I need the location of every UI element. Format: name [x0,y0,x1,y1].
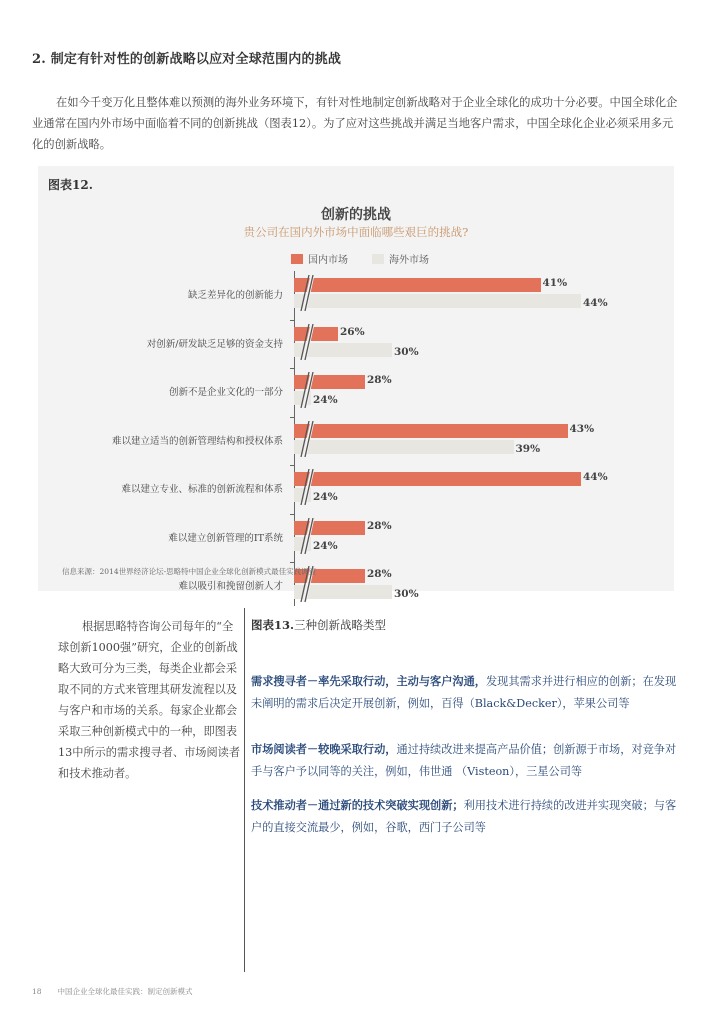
column-divider [244,608,245,972]
section-heading: 2. 制定有针对性的创新战略以应对全球范围内的挑战 [32,52,342,67]
page-footer [32,986,193,997]
footer-text: 中国企业全球化最佳实践：制定创新模式 [57,987,193,996]
figure-12 [38,166,674,600]
bar-value-label: 44% [583,471,608,483]
figure-source: 信息来源：2014世界经济论坛-思略特中国企业全球化创新模式最佳实践调查 [62,567,317,576]
strategy-desc: 通过持续改进来提高产品价值；创新源于市场，对竞争对手与客户予以同等的关注，例如，伟世通 （Visteon），三星公司等 [251,743,677,778]
strategy-market-reader [251,738,681,783]
bar-value-label: 30% [394,345,419,358]
bar-value-label: 24% [313,394,338,406]
bar-domestic [294,472,581,486]
bar-value-label: 39% [515,442,541,455]
intro-paragraph: 在如今千变万化且整体难以预测的海外业务环境下，有针对性地制定创新战略对于企业全球化的成功十分必要。中国全球化企业通常在国内外市场中面临着不同的创新挑战（图表12）。为了应对这些挑战并满足当地客户需求，中国全球化企业必须采用多元化的创新战略。 [32,96,678,151]
category-label: 难以吸引和挽留创新人才 [178,581,283,592]
page-number: 18 [32,987,42,996]
bar-value-label: 26% [340,325,365,338]
body-paragraph: 根据思略特咨询公司每年的“全球创新1000强”研究，企业的创新战略大致可分为三类，每类企业都会采取不同的方式来管理其研发流程以及与客户和市场的关系。每家企业都会采取三种创新模式中的一种，即图表13中所示的需求搜寻者、市场阅读者和技术推动者。 [58,620,241,780]
figure-13-caption: 三种创新战略类型 [294,618,387,632]
bar-value-label: 44% [583,297,608,309]
axis-tick [290,368,295,369]
axis-break-icon [297,372,317,408]
bar-overseas [294,294,581,308]
axis-tick [290,514,295,515]
axis-tick [290,465,295,466]
axis-tick [290,562,295,563]
category-label: 创新不是企业文化的一部分 [168,387,283,398]
legend-label: 海外市场 [389,255,429,266]
legend-swatch-overseas [372,254,384,264]
strategy-technology-driver [251,794,681,839]
strategy-lead: 需求搜寻者－率先采取行动，主动与客户沟通， [251,674,486,688]
legend-label: 国内市场 [308,255,348,266]
axis-tick [290,417,295,418]
axis-tick [290,320,295,321]
bar-overseas [294,440,514,454]
strategy-lead: 市场阅读者－较晚采取行动， [251,742,397,756]
category-label: 对创新/研发缺乏足够的资金支持 [146,338,283,350]
axis-break-icon [297,275,317,311]
category-label: 缺乏差异化的创新能力 [187,290,283,301]
category-label: 难以建立适当的创新管理结构和授权体系 [111,435,283,447]
bar-domestic [294,424,568,438]
legend-item-overseas [372,251,429,266]
bar-value-label: 24% [313,539,338,552]
chart-legend [291,251,453,266]
bar-value-label: 30% [394,588,419,600]
legend-item-domestic [291,251,348,266]
category-label: 难以建立创新管理的IT系统 [168,532,283,544]
bar-value-label: 41% [542,277,568,289]
axis-break-icon [297,518,317,554]
figure-12-label: 图表12. [48,178,93,192]
chart-axis [294,271,295,606]
chart-subtitle: 贵公司在国内外市场中面临哪些艰巨的挑战? [243,225,469,239]
bar-value-label: 43% [569,422,595,435]
bar-domestic [294,278,541,292]
chart-title: 创新的挑战 [321,207,391,223]
figure-13-title [251,617,386,633]
axis-break-icon [297,324,317,360]
category-label: 难以建立专业、标准的创新流程和体系 [121,484,283,495]
strategy-desc: 利用技术进行持续的改进并实现突破；与客户的直接交流最少，例如，谷歌，西门子公司等 [251,799,677,834]
legend-swatch-domestic [291,254,303,264]
figure-13-label: 图表13. [251,618,295,632]
strategy-lead: 技术推动者－通过新的技术突破实现创新； [251,798,464,812]
axis-break-icon [297,421,317,457]
bar-value-label: 28% [367,374,392,386]
bar-value-label: 28% [367,568,392,580]
strategy-demand-seeker [251,670,681,715]
axis-break-icon [297,469,317,505]
bar-value-label: 24% [313,491,338,503]
bar-value-label: 28% [367,519,392,532]
strategy-desc: 发现其需求并进行相应的创新；在发现未阐明的需求后决定开展创新，例如，百得（Black&Decker），苹果公司等 [251,675,677,710]
